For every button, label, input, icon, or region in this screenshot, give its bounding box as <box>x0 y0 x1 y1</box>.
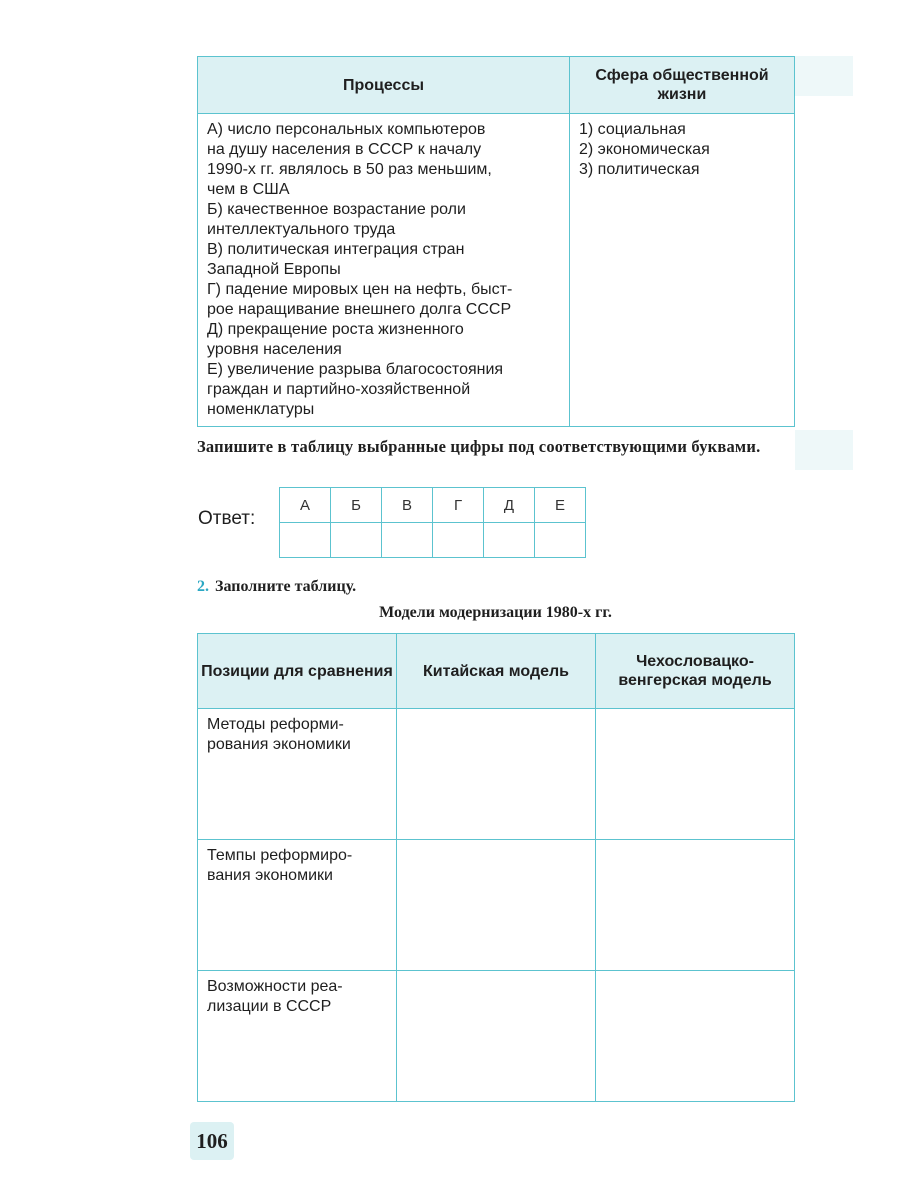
row-label-line: Возможности реа- <box>207 978 343 995</box>
row-label-line: рования экономики <box>207 736 351 753</box>
process-line: Западной Европы <box>207 261 341 278</box>
row-label-line: Методы реформи- <box>207 716 344 733</box>
process-line: Е) увеличение разрыва благосостояния <box>207 361 504 378</box>
row-label-line: Темпы реформиро- <box>207 847 353 864</box>
modernization-table <box>197 633 795 1102</box>
process-line: чем в США <box>207 181 290 198</box>
row-label-ussr <box>198 971 397 1102</box>
process-line: рое наращивание внешнего долга СССР <box>207 301 512 318</box>
process-line: граждан и партийно-хозяйственной <box>207 381 471 398</box>
process-line: В) политическая интеграция стран <box>207 241 465 258</box>
header-processes: Процессы <box>198 57 570 114</box>
sphere-political: 3) политическая <box>579 161 700 178</box>
process-line: Г) падение мировых цен на нефть, быст- <box>207 281 513 298</box>
process-line: уровня населения <box>207 341 342 358</box>
process-line: Д) прекращение роста жизненного <box>207 321 464 338</box>
bleed-through-shade <box>795 56 853 96</box>
table-caption: Модели модернизации 1980-х гг. <box>379 604 612 621</box>
instruction-text: Запишите в таблицу выбранные цифры под соответствующими буквами. <box>197 437 761 456</box>
answer-letter: Б <box>331 488 382 523</box>
process-line: 1990-х гг. являлось в 50 раз меньшим, <box>207 161 492 178</box>
answer-cell-v[interactable] <box>382 523 433 558</box>
task-text: Заполните таблицу. <box>215 578 357 595</box>
row-label-methods <box>198 709 397 840</box>
answer-label: Ответ: <box>198 508 256 529</box>
processes-cell <box>198 114 570 427</box>
answer-grid <box>279 487 586 558</box>
answer-letter: В <box>382 488 433 523</box>
answer-cell-g[interactable] <box>433 523 484 558</box>
process-line: номенклатуры <box>207 401 315 418</box>
page-number: 106 <box>190 1122 234 1160</box>
answer-cell-d[interactable] <box>484 523 535 558</box>
header-czech-hungarian-model: Чехословацко-венгерская модель <box>596 634 795 709</box>
process-line: интеллектуального труда <box>207 221 396 238</box>
row-label-line: вания экономики <box>207 867 333 884</box>
cell-methods-czech-hungarian[interactable] <box>596 709 795 840</box>
header-positions: Позиции для сравнения <box>198 634 397 709</box>
header-sphere <box>570 57 795 114</box>
answer-letter: Д <box>484 488 535 523</box>
cell-pace-czech-hungarian[interactable] <box>596 840 795 971</box>
process-line: А) число персональных компьютеров <box>207 121 486 138</box>
process-line: Б) качественное возрастание роли <box>207 201 466 218</box>
cell-pace-chinese[interactable] <box>397 840 596 971</box>
header-chinese-model: Китайская модель <box>397 634 596 709</box>
spheres-cell <box>570 114 795 427</box>
answer-letter: Е <box>535 488 586 523</box>
answer-cell-a[interactable] <box>280 523 331 558</box>
sphere-economic: 2) экономическая <box>579 141 710 158</box>
bleed-through-shade <box>795 430 853 470</box>
task-number: 2. <box>197 578 209 595</box>
task-2 <box>197 578 356 596</box>
answer-cell-b[interactable] <box>331 523 382 558</box>
cell-methods-chinese[interactable] <box>397 709 596 840</box>
cell-ussr-chinese[interactable] <box>397 971 596 1102</box>
answer-cell-e[interactable] <box>535 523 586 558</box>
row-label-line: лизации в СССР <box>207 998 332 1015</box>
answer-letter: А <box>280 488 331 523</box>
processes-table <box>197 56 795 427</box>
header-sphere-text: Сфера общественной жизни <box>595 67 769 103</box>
sphere-social: 1) социальная <box>579 121 686 138</box>
process-line: на душу населения в СССР к началу <box>207 141 482 158</box>
cell-ussr-czech-hungarian[interactable] <box>596 971 795 1102</box>
answer-letter: Г <box>433 488 484 523</box>
row-label-pace <box>198 840 397 971</box>
